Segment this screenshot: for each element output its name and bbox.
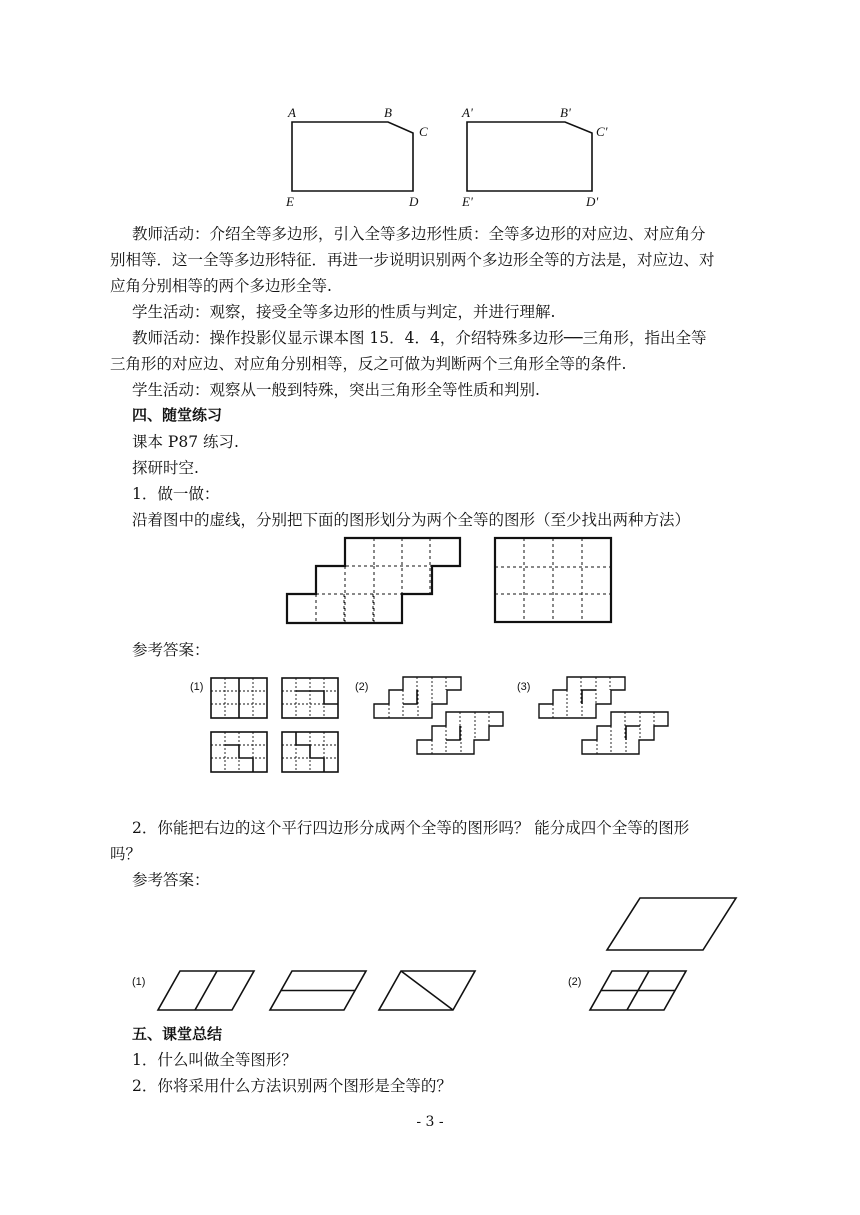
answer-num-3: (3) bbox=[517, 681, 531, 693]
answer-num-1: (1) bbox=[190, 681, 204, 693]
paragraph-line: 学生活动：观察从一般到特殊，突出三角形全等性质和判别. bbox=[132, 381, 540, 399]
paragraph-line: 教师活动：操作投影仪显示课本图 15．4．4，介绍特殊多边形──三角形，指出全等 bbox=[132, 329, 707, 347]
section-heading: 四、随堂练习 bbox=[132, 406, 223, 424]
answer-label: 参考答案： bbox=[132, 871, 210, 889]
label-b-prime: B' bbox=[560, 105, 571, 120]
paragraph-line: 三角形的对应边、对应角分别相等，反之可做为判断两个三角形全等的条件. bbox=[110, 355, 627, 373]
text-line: 探研时空. bbox=[132, 459, 199, 477]
section-heading: 五、课堂总结 bbox=[132, 1025, 223, 1043]
paragraph-line: 学生活动：观察，接受全等多边形的性质与判定，并进行理解. bbox=[132, 303, 556, 321]
answer-num-2: (2) bbox=[355, 681, 369, 693]
label-a: A bbox=[288, 105, 296, 120]
paragraph-line: 别相等．这一全等多边形特征．再进一步说明识别两个多边形全等的方法是，对应边、对 bbox=[110, 251, 715, 269]
paragraph-line: 应角分别相等的两个多边形全等. bbox=[110, 277, 332, 295]
answer2-num-1: (1) bbox=[132, 976, 146, 988]
question-text: 1．什么叫做全等图形？ bbox=[132, 1051, 297, 1069]
label-b: B bbox=[384, 105, 392, 120]
label-c-prime: C' bbox=[596, 124, 608, 139]
label-d-prime: D' bbox=[586, 194, 599, 209]
label-e-prime: E' bbox=[462, 194, 473, 209]
question-text: 2．你将采用什么方法识别两个图形是全等的？ bbox=[132, 1077, 452, 1095]
question-text: 沿着图中的虚线，分别把下面的图形划分为两个全等的图形（至少找出两种方法） bbox=[132, 511, 691, 529]
answer-label: 参考答案： bbox=[132, 641, 210, 659]
label-c: C bbox=[419, 124, 428, 139]
question-text: 2．你能把右边的这个平行四边形分成两个全等的图形吗？ 能分成四个全等的图形 bbox=[132, 819, 690, 837]
answer2-num-2: (2) bbox=[568, 976, 582, 988]
label-d: D bbox=[409, 194, 419, 209]
text-line: 课本 P87 练习. bbox=[132, 433, 239, 451]
question-title: 1．做一做： bbox=[132, 485, 220, 503]
label-e: E bbox=[286, 194, 294, 209]
label-a-prime: A' bbox=[462, 105, 473, 120]
parallelogram-question bbox=[607, 898, 736, 950]
question-text: 吗？ bbox=[110, 845, 142, 863]
paragraph-line: 教师活动：介绍全等多边形，引入全等多边形性质：全等多边形的对应边、对应角分 bbox=[132, 225, 706, 243]
page-number: - 3 - bbox=[416, 1114, 444, 1130]
